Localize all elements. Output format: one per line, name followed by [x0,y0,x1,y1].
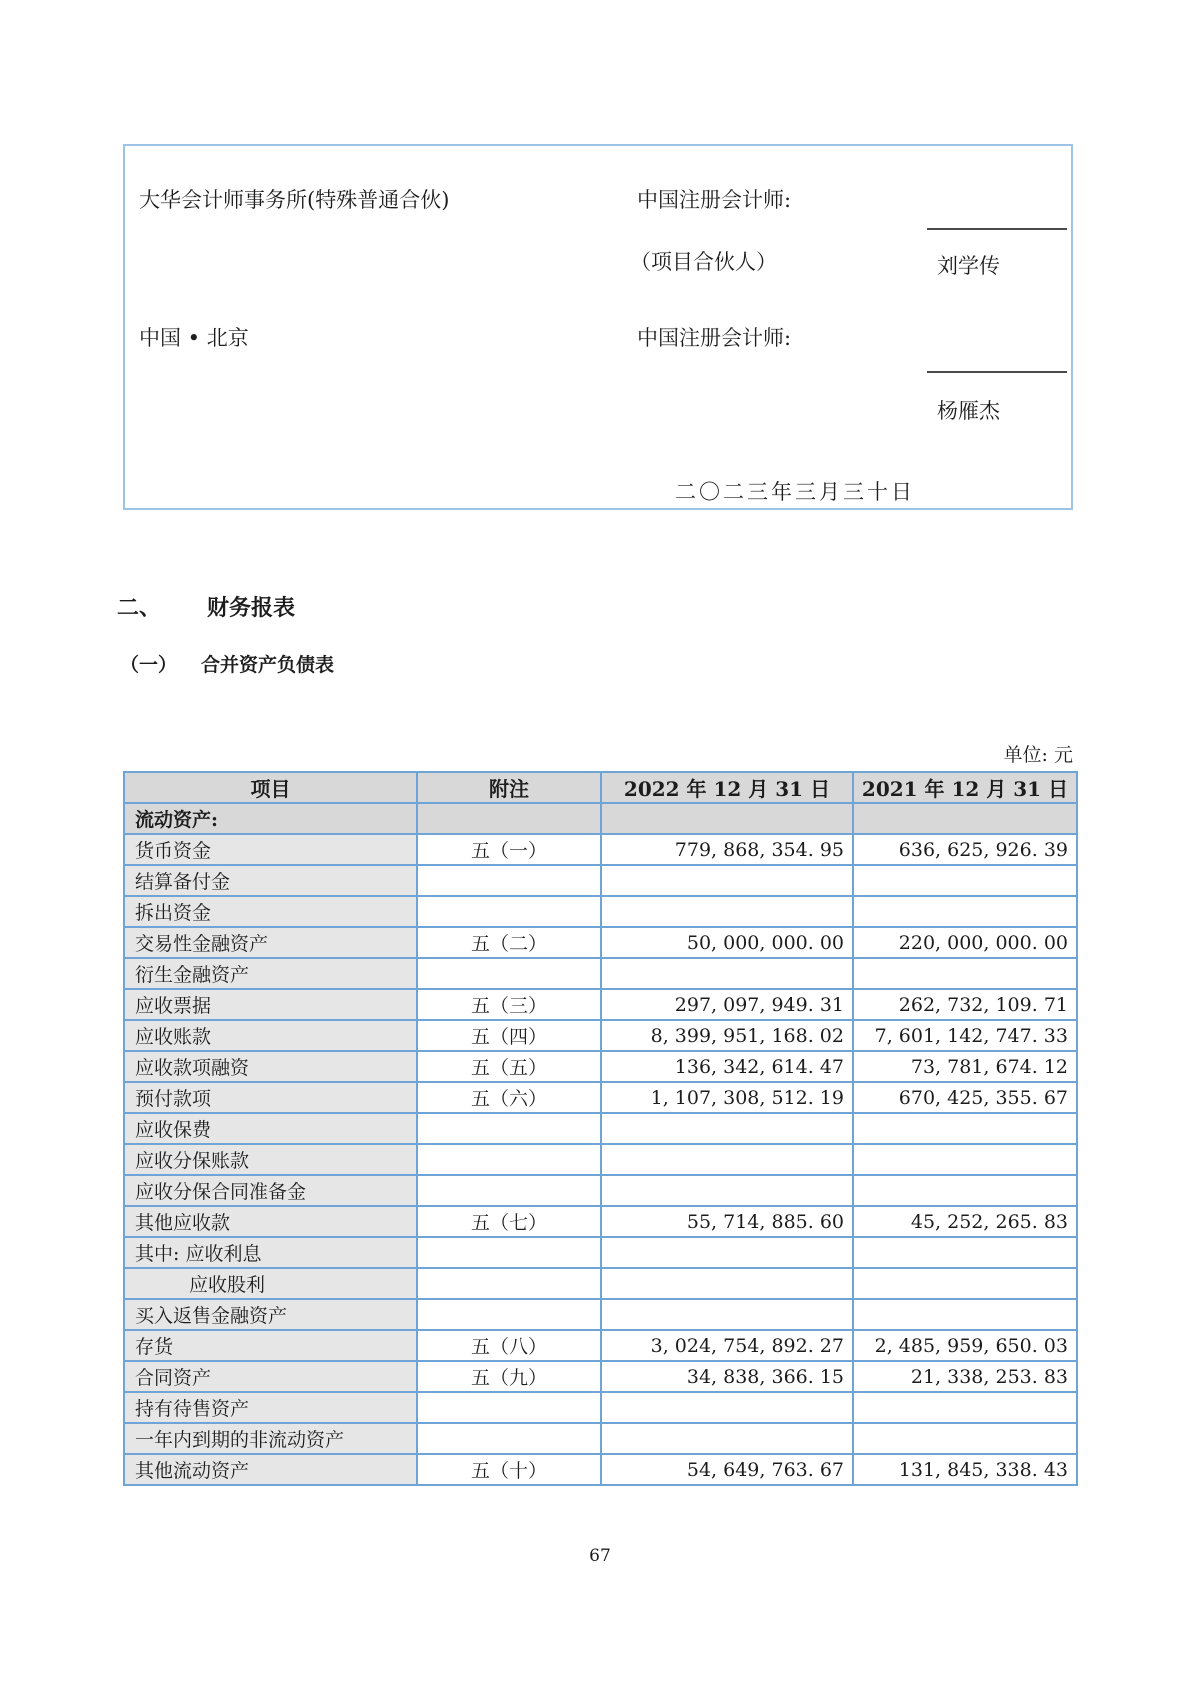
item-cell: 合同资产 [124,1361,417,1392]
item-cell: 一年内到期的非流动资产 [124,1423,417,1454]
value-2022-cell: 54, 649, 763. 67 [601,1454,853,1485]
item-cell: 其他应收款 [124,1206,417,1237]
table-row [124,1051,1077,1082]
note-cell: 五（四） [417,1020,601,1051]
table-row [124,1268,1077,1299]
item-cell: 预付款项 [124,1082,417,1113]
item-cell: 应收分保账款 [124,1144,417,1175]
balance-sheet-table [123,771,1078,1486]
note-cell [417,1299,601,1330]
section-title: 财务报表 [207,595,296,621]
item-cell: 其中: 应收利息 [124,1237,417,1268]
header-2021: 2021 年 12 月 31 日 [853,772,1077,803]
note-cell [417,896,601,927]
value-2022-cell: 136, 342, 614. 47 [601,1051,853,1082]
cpa-name-2: 杨雁杰 [937,399,1000,423]
value-2021-cell [853,1113,1077,1144]
table-row [124,1361,1077,1392]
value-2021-cell [853,803,1077,834]
item-cell: 应收分保合同准备金 [124,1175,417,1206]
table-row [124,989,1077,1020]
value-2021-cell: 670, 425, 355. 67 [853,1082,1077,1113]
value-2022-cell: 3, 024, 754, 892. 27 [601,1330,853,1361]
value-2021-cell [853,896,1077,927]
signature-box [123,144,1073,510]
subsection-number: （一） [120,654,178,676]
value-2022-cell [601,1392,853,1423]
value-2022-cell: 50, 000, 000. 00 [601,927,853,958]
cpa-label-2: 中国注册会计师: [637,326,792,350]
item-cell: 应收款项融资 [124,1051,417,1082]
table-row [124,1144,1077,1175]
item-cell: 应收票据 [124,989,417,1020]
table-row [124,896,1077,927]
value-2022-cell: 779, 868, 354. 95 [601,834,853,865]
note-cell: 五（六） [417,1082,601,1113]
item-cell: 交易性金融资产 [124,927,417,958]
item-cell: 存货 [124,1330,417,1361]
value-2022-cell [601,1175,853,1206]
value-2022-cell: 297, 097, 949. 31 [601,989,853,1020]
table-row [124,1175,1077,1206]
value-2021-cell: 131, 845, 338. 43 [853,1454,1077,1485]
table-row [124,1020,1077,1051]
page-number: 67 [589,1546,611,1566]
item-cell: 应收账款 [124,1020,417,1051]
table-row [124,1299,1077,1330]
value-2021-cell: 45, 252, 265. 83 [853,1206,1077,1237]
table-row [124,865,1077,896]
note-cell [417,1423,601,1454]
item-cell: 买入返售金融资产 [124,1299,417,1330]
table-row [124,927,1077,958]
note-cell: 五（八） [417,1330,601,1361]
value-2022-cell: 8, 399, 951, 168. 02 [601,1020,853,1051]
value-2022-cell [601,896,853,927]
item-cell: 其他流动资产 [124,1454,417,1485]
header-note: 附注 [417,772,601,803]
audit-firm-name: 大华会计师事务所(特殊普通合伙) [139,188,450,212]
balance-sheet-body [124,803,1077,1485]
value-2022-cell [601,1113,853,1144]
header-item: 项目 [124,772,417,803]
item-cell: 应收保费 [124,1113,417,1144]
item-cell: 拆出资金 [124,896,417,927]
note-cell: 五（十） [417,1454,601,1485]
note-cell [417,1268,601,1299]
value-2022-cell [601,1268,853,1299]
value-2022-cell [601,1144,853,1175]
report-date: 二〇二三年三月三十日 [675,480,915,504]
section-number: 二、 [117,595,162,621]
item-cell: 结算备付金 [124,865,417,896]
note-cell [417,1175,601,1206]
item-cell: 衍生金融资产 [124,958,417,989]
value-2021-cell: 2, 485, 959, 650. 03 [853,1330,1077,1361]
value-2022-cell [601,958,853,989]
item-cell: 货币资金 [124,834,417,865]
value-2022-cell [601,1423,853,1454]
item-cell: 持有待售资产 [124,1392,417,1423]
value-2021-cell: 636, 625, 926. 39 [853,834,1077,865]
value-2022-cell [601,1299,853,1330]
note-cell [417,1144,601,1175]
note-cell: 五（一） [417,834,601,865]
table-row [124,803,1077,834]
subsection-heading [120,650,334,677]
table-row [124,1330,1077,1361]
subsection-title: 合并资产负债表 [201,654,335,676]
note-cell [417,958,601,989]
firm-location: 中国 • 北京 [139,326,249,350]
value-2021-cell [853,1268,1077,1299]
value-2021-cell [853,958,1077,989]
note-cell [417,1392,601,1423]
table-header-row [124,772,1077,803]
value-2021-cell [853,1237,1077,1268]
note-cell [417,1113,601,1144]
value-2021-cell: 262, 732, 109. 71 [853,989,1077,1020]
table-row [124,1113,1077,1144]
table-row [124,1237,1077,1268]
note-cell: 五（五） [417,1051,601,1082]
value-2022-cell [601,865,853,896]
note-cell: 五（三） [417,989,601,1020]
value-2021-cell: 220, 000, 000. 00 [853,927,1077,958]
note-cell: 五（二） [417,927,601,958]
value-2021-cell [853,1175,1077,1206]
value-2021-cell [853,1392,1077,1423]
table-row [124,834,1077,865]
note-cell: 五（九） [417,1361,601,1392]
signature-line-1 [927,228,1067,230]
note-cell: 五（七） [417,1206,601,1237]
note-cell [417,1237,601,1268]
value-2022-cell: 1, 107, 308, 512. 19 [601,1082,853,1113]
value-2022-cell [601,803,853,834]
table-row [124,1206,1077,1237]
table-row [124,1082,1077,1113]
section-heading [117,591,295,622]
table-row [124,1423,1077,1454]
value-2021-cell: 21, 338, 253. 83 [853,1361,1077,1392]
unit-note: 单位: 元 [1003,744,1073,766]
note-cell [417,803,601,834]
cpa-name-1: 刘学传 [937,254,1000,278]
value-2021-cell [853,1299,1077,1330]
value-2021-cell [853,1423,1077,1454]
header-2022: 2022 年 12 月 31 日 [601,772,853,803]
item-cell: 流动资产: [124,803,417,834]
cpa-role-label: （项目合伙人） [630,250,777,274]
note-cell [417,865,601,896]
table-row [124,958,1077,989]
table-row [124,1454,1077,1485]
signature-line-2 [927,371,1067,373]
value-2022-cell: 34, 838, 366. 15 [601,1361,853,1392]
value-2022-cell: 55, 714, 885. 60 [601,1206,853,1237]
value-2021-cell [853,1144,1077,1175]
value-2021-cell: 73, 781, 674. 12 [853,1051,1077,1082]
value-2022-cell [601,1237,853,1268]
value-2021-cell: 7, 601, 142, 747. 33 [853,1020,1077,1051]
table-row [124,1392,1077,1423]
value-2021-cell [853,865,1077,896]
item-cell: 应收股利 [124,1268,417,1299]
cpa-label-1: 中国注册会计师: [637,188,792,212]
